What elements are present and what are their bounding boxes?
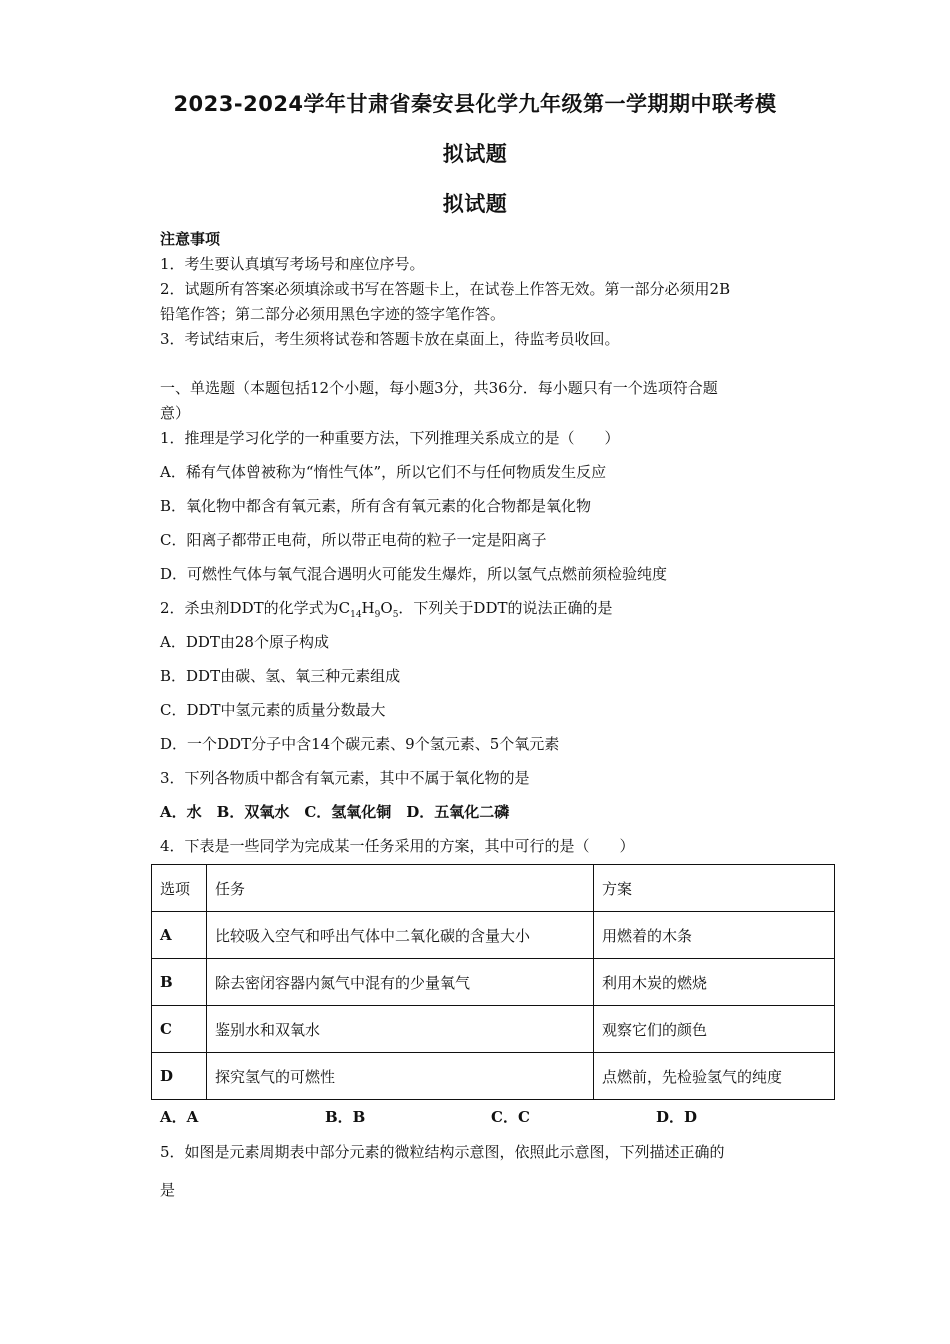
q1-stem: 1．推理是学习化学的一种重要方法，下列推理关系成立的是（ ） [160, 429, 620, 447]
table-row [152, 1053, 835, 1100]
formula-subscript: 9 [374, 610, 381, 620]
q5-stem: 5．如图是元素周期表中部分元素的微粒结构示意图，依照此示意图，下列描述正确的 [160, 1143, 725, 1161]
q2-option-a: A．DDT由28个原子构成 [160, 633, 329, 651]
q2-stem-suffix: ．下列关于DDT的说法正确的是 [398, 599, 613, 617]
notice-item: 2．试题所有答案必须填涂或书写在答题卡上，在试卷上作答无效。第一部分必须用2B [160, 280, 731, 298]
option-cell: D [152, 1053, 207, 1100]
q1-option-d: D．可燃性气体与氧气混合遇明火可能发生爆炸，所以氢气点燃前须检验纯度 [160, 565, 668, 583]
option-cell: A [152, 912, 207, 959]
q4-table [151, 864, 835, 1100]
q4-option-a: A．A [160, 1108, 199, 1126]
option-cell: C [152, 1006, 207, 1053]
formula-subscript: 14 [350, 610, 362, 620]
q4-option-c: C．C [491, 1108, 530, 1126]
formula-subscript: 5 [392, 610, 399, 620]
table-header-row [152, 865, 835, 912]
formula-element: H [361, 599, 375, 617]
exam-title-line1: 2023-2024学年甘肃省秦安县化学九年级第一学期期中联考模 [173, 92, 777, 116]
q2-option-b: B．DDT由碳、氢、氧三种元素组成 [160, 667, 401, 685]
q3-options: A．水 B．双氧水 C．氢氧化铜 D．五氧化二磷 [160, 803, 510, 821]
q4-option-d: D．D [656, 1108, 698, 1126]
header-cell: 任务 [207, 865, 594, 912]
q4-stem: 4．下表是一些同学为完成某一任务采用的方案，其中可行的是（ ） [160, 837, 635, 855]
q3-stem: 3．下列各物质中都含有氧元素，其中不属于氧化物的是 [160, 769, 530, 787]
task-cell: 比较吸入空气和呼出气体中二氧化碳的含量大小 [207, 912, 594, 959]
q1-option-a: A．稀有气体曾被称为“惰性气体”，所以它们不与任何物质发生反应 [160, 463, 607, 481]
table-row [152, 912, 835, 959]
exam-title-line2: 拟试题 [442, 142, 508, 166]
table-row [152, 1006, 835, 1053]
q1-option-c: C．阳离子都带正电荷，所以带正电荷的粒子一定是阳离子 [160, 531, 547, 549]
formula-element: O [380, 599, 393, 617]
plan-cell: 观察它们的颜色 [594, 1006, 835, 1053]
notice-item: 铅笔作答；第二部分必须用黑色字迹的签字笔作答。 [160, 305, 506, 323]
q2-stem [160, 597, 612, 620]
section-heading-cont: 意） [160, 404, 191, 422]
plan-cell: 用燃着的木条 [594, 912, 835, 959]
q4-option-b: B．B [325, 1108, 366, 1126]
q2-option-d: D．一个DDT分子中含14个碳元素、9个氢元素、5个氧元素 [160, 735, 560, 753]
task-cell: 探究氢气的可燃性 [207, 1053, 594, 1100]
task-cell: 除去密闭容器内氮气中混有的少量氧气 [207, 959, 594, 1006]
q2-stem-prefix: 2．杀虫剂DDT的化学式为C [160, 599, 351, 617]
plan-cell: 点燃前，先检验氢气的纯度 [594, 1053, 835, 1100]
q2-option-c: C．DDT中氢元素的质量分数最大 [160, 701, 386, 719]
notice-item: 1．考生要认真填写考场号和座位序号。 [160, 255, 425, 273]
header-cell: 选项 [152, 865, 207, 912]
q1-option-b: B．氧化物中都含有氧元素，所有含有氧元素的化合物都是氧化物 [160, 497, 592, 515]
exam-title-line3: 拟试题 [442, 192, 508, 216]
table-row [152, 959, 835, 1006]
section-heading: 一、单选题（本题包括12个小题，每小题3分，共36分．每小题只有一个选项符合题 [160, 379, 718, 397]
plan-cell: 利用木炭的燃烧 [594, 959, 835, 1006]
task-cell: 鉴别水和双氧水 [207, 1006, 594, 1053]
notice-heading: 注意事项 [160, 230, 221, 248]
header-cell: 方案 [594, 865, 835, 912]
q5-stem-cont: 是 [160, 1181, 176, 1199]
notice-item: 3．考试结束后，考生须将试卷和答题卡放在桌面上，待监考员收回。 [160, 330, 620, 348]
option-cell: B [152, 959, 207, 1006]
